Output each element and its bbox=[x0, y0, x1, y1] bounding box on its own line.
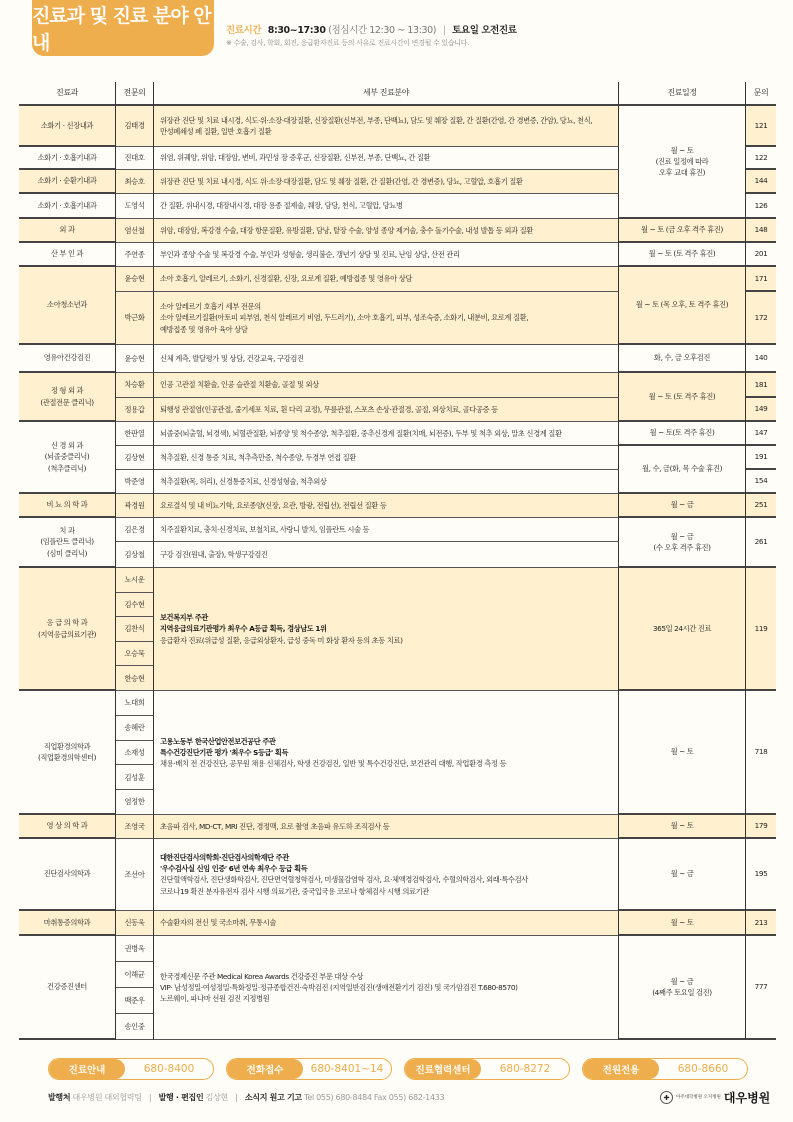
detail-line: 초음파 검사, MD-CT, MRI 진단, 경정맥, 요로 촬영 초음파 유도하 조직검사 등 bbox=[160, 821, 390, 831]
doctor-name: 김태경 bbox=[116, 106, 154, 147]
department-name: 외 과 bbox=[19, 219, 116, 243]
detail-line: 채용·배치 전 건강진단, 공무원 채용 신체검사, 학생 건강검진, 일반 및 특수건강진단, 보건관리 대행, 작업환경 측정 등 bbox=[160, 759, 507, 768]
detail-line: 위암, 대장암, 복강경 수술, 대장 항문질환, 유방질환, 담낭, 탈장 수술, 양성 종양 제거술, 충수 돌기수술, 내성 발톱 등 외과 질환 bbox=[160, 225, 533, 235]
doctor-name: 김상철 bbox=[116, 542, 154, 568]
logo-subtitle: 아주대학병원 오지병원 bbox=[676, 1094, 721, 1100]
fax: Fax 055) 682-1433 bbox=[373, 1093, 445, 1102]
schedule: 월 ~ 토 (토 격주 휴진) bbox=[619, 373, 746, 422]
detail-line: VIP· 남성정밀·여성정밀·특화정밀·정규종합건진·숙박검진 (지역일반검진(생애전환기기 검진) 및 국가암검진 T.680-8570) bbox=[160, 982, 518, 992]
page-title: 진료과 및 진료 분야 안내 bbox=[32, 0, 214, 56]
schedule: 월 ~ 금 (수 오후 격주 휴진) bbox=[619, 518, 746, 568]
department-name: 치 과 (임플란트 클리닉) (심미 클리닉) bbox=[19, 518, 116, 568]
extension-number: 121 bbox=[746, 106, 776, 147]
treatment-details bbox=[154, 839, 619, 911]
detail-highlight: 지역응급의료기관평가 최우수 A등급 획득, 경상남도 1위 bbox=[160, 624, 327, 634]
contact-label: 전화접수 bbox=[227, 1059, 303, 1079]
detail-line: 코로나19 확진 분자유전자 검사 시행 의료기관, 중국입국용 코로나 항체검사 시행 의료기관 bbox=[160, 886, 429, 896]
doctor-name: 권병욱 bbox=[116, 936, 154, 962]
detail-line: 소아 알레르기 호흡기 세부 전문의 bbox=[160, 302, 261, 312]
treatment-details bbox=[154, 936, 619, 1040]
department-name: 산 부 인 과 bbox=[19, 243, 116, 267]
detail-line: 인공 고관절 치환술, 인공 슬관절 치환술, 골절 및 외상 bbox=[160, 380, 319, 390]
doctor-name: 소재성 bbox=[116, 741, 154, 766]
detail-line: 한국경제신문 주관 Medical Korea Awards 건강증진 부문 대상 수상 bbox=[160, 971, 363, 981]
contact-cooperation-center[interactable] bbox=[404, 1058, 570, 1080]
department-name: 소화기 · 호흡기내과 bbox=[19, 147, 116, 170]
doctor-name: 진대호 bbox=[116, 147, 154, 170]
doctor-name: 조영국 bbox=[116, 815, 154, 839]
detail-line: 치주질환치료, 충치·신경치료, 보철치료, 사랑니 발치, 임플란트 시술 등 bbox=[160, 524, 370, 534]
treatment-details bbox=[154, 422, 619, 446]
schedule: 월 ~ 토 (금 오후 격주 휴진) bbox=[619, 219, 746, 243]
column-header: 진료일정 bbox=[619, 82, 746, 106]
doctor-name: 송혜란 bbox=[116, 716, 154, 741]
schedule: 월 ~ 토 (진료 일정에 따라 오후 교대 휴진) bbox=[619, 106, 746, 219]
doctor-name: 이해균 bbox=[116, 962, 154, 988]
doctor-name: 김상현 bbox=[116, 446, 154, 470]
extension-number: 179 bbox=[746, 815, 776, 839]
treatment-details bbox=[154, 147, 619, 170]
doctor-name: 주연종 bbox=[116, 243, 154, 267]
doctor-name: 오승묵 bbox=[116, 642, 154, 667]
extension-number: 171 bbox=[746, 267, 776, 292]
schedule: 월 ~ 금 (4째주 토요일 검진) bbox=[619, 936, 746, 1040]
detail-line: 예방접종 및 영유아 육아 상담 bbox=[160, 324, 248, 334]
treatment-details bbox=[154, 194, 619, 219]
treatment-details bbox=[154, 267, 619, 292]
contact-number: 680-8660 bbox=[677, 1063, 729, 1075]
department-name: 비 뇨 의 학 과 bbox=[19, 494, 116, 518]
detail-highlight: 보건복지부 주관 bbox=[160, 613, 208, 623]
detail-line: 수술환자의 전신 및 국소마취, 무통시술 bbox=[160, 918, 276, 928]
schedule: 월 ~ 금 bbox=[619, 839, 746, 911]
extension-number: 122 bbox=[746, 147, 776, 170]
detail-line: 척추질환, 신경 통증 치료, 척추측만증, 척수종양, 두경부 연접 질환 bbox=[160, 452, 356, 462]
doctor-name: 김성훈 bbox=[116, 765, 154, 790]
doctor-name: 노대희 bbox=[116, 691, 154, 716]
detail-line: 뇌졸중(뇌출혈, 뇌경색), 뇌혈관질환, 뇌종양 및 척수종양, 척추질환, 중추신경계 질환(치매, 뇌전증), 두부 및 척추 외상, 말초 신경계 질환 bbox=[160, 428, 562, 438]
treatment-details bbox=[154, 911, 619, 936]
treatment-details bbox=[154, 470, 619, 494]
treatment-details bbox=[154, 568, 619, 691]
footer-credits: 발행처 대우병원 대외협력팀 | 발행 · 편집인 김상현 | 소식지 원고 기고 Tel 055) 680-8484 Fax 055) 682-1433 bbox=[48, 1093, 445, 1102]
extension-number: 777 bbox=[746, 936, 776, 1040]
hours-label: 진료시간 bbox=[226, 25, 262, 36]
detail-highlight: '우수검사실 신임 인증' 6년 연속 최우수 등급 획득 bbox=[160, 864, 308, 874]
department-name: 직업환경의학과 (직업환경의학센터) bbox=[19, 691, 116, 815]
schedule: 월 ~ 토 bbox=[619, 911, 746, 936]
detail-line: 척추질환(목, 허리), 신경통증치료, 신경성형술, 척추외상 bbox=[160, 476, 327, 486]
treatment-details bbox=[154, 106, 619, 147]
clinic-hours bbox=[226, 22, 517, 36]
editor-label: 발행 · 편집인 bbox=[158, 1093, 204, 1102]
treatment-details bbox=[154, 518, 619, 542]
schedule: 365일 24시간 진료 bbox=[619, 568, 746, 691]
treatment-details bbox=[154, 170, 619, 194]
publisher: 대우병원 대외협력팀 bbox=[72, 1093, 142, 1102]
lunch-time: (점심시간 12:30 ~ 13:30) bbox=[328, 25, 437, 36]
doctor-name: 김찬식 bbox=[116, 617, 154, 642]
treatment-details bbox=[154, 219, 619, 243]
detail-line: 위장관 진단 및 치료 내시경, 식도 위·소장·대장질환, 담도 및 췌장 질환, 간 질환(간염, 간 경변증), 당뇨, 고혈압, 호흡기 질환 bbox=[160, 176, 523, 186]
doctor-name: 박준영 bbox=[116, 470, 154, 494]
department-name: 정 형 외 과 (관절전문 클리닉) bbox=[19, 373, 116, 422]
detail-line: 만성폐쇄성 폐 질환, 일반 호흡기 질환 bbox=[160, 127, 272, 136]
extension-number: 191 bbox=[746, 446, 776, 470]
doctor-name: 염선철 bbox=[116, 219, 154, 243]
detail-line: 위장관 진단 및 치료 내시경, 식도·위·소장·대장질환, 신장질환(신부전, 부종, 단백뇨), 담도 및 췌장 질환, 간 질환(간염, 간 경변증, 간암), 당뇨, 천식, bbox=[160, 115, 593, 125]
doctor-name: 김수현 bbox=[116, 593, 154, 618]
detail-line: 부인과 종양 수술 및 복강경 수술, 부인과 성형술, 생리불순, 갱년기 상담 및 진료, 난임 상담, 산전 관리 bbox=[160, 249, 460, 259]
contact-pills bbox=[48, 1058, 748, 1080]
column-header: 세부 진료분야 bbox=[154, 82, 619, 106]
treatment-details bbox=[154, 398, 619, 422]
contact-transfer[interactable] bbox=[582, 1058, 748, 1080]
separator: | bbox=[442, 25, 446, 36]
contact-label: 진료안내 bbox=[49, 1059, 125, 1079]
schedule: 월 ~ 토 bbox=[619, 691, 746, 815]
department-name: 마취통증의학과 bbox=[19, 911, 116, 936]
detail-line: 신체 계측, 발달평가 및 상담, 건강교육, 구강검진 bbox=[160, 353, 304, 363]
extension-number: 261 bbox=[746, 518, 776, 568]
schedule: 월 ~ 토 (토 격주 휴진) bbox=[619, 243, 746, 267]
treatment-details bbox=[154, 345, 619, 373]
department-name: 영 상 의 학 과 bbox=[19, 815, 116, 839]
detail-line: 응급환자 진료(위급성 질환, 응급외상환자, 급성 중독 미 화상 환자 등의 초동 치료) bbox=[160, 635, 403, 645]
doctor-name: 조선아 bbox=[116, 839, 154, 911]
detail-highlight: 특수건강진단기관 평가 '최우수 S등급' 획득 bbox=[160, 747, 289, 757]
contact-label: 전원전용 bbox=[583, 1059, 659, 1079]
treatment-details bbox=[154, 691, 619, 815]
treatment-details bbox=[154, 243, 619, 267]
doctor-name: 송인중 bbox=[116, 1014, 154, 1040]
doctor-name: 차승환 bbox=[116, 373, 154, 398]
treatment-details bbox=[154, 815, 619, 839]
department-name: 소화기 · 순환기내과 bbox=[19, 170, 116, 194]
contact-phone-reception[interactable] bbox=[226, 1058, 392, 1080]
contribution-label: 소식지 원고 기고 bbox=[244, 1093, 302, 1102]
doctor-name: 백준우 bbox=[116, 988, 154, 1014]
department-name: 응 급 의 학 과 (지역응급의료기관) bbox=[19, 568, 116, 691]
treatment-details bbox=[154, 292, 619, 345]
doctor-name: 노시운 bbox=[116, 568, 154, 593]
detail-line: 간 질환, 위내시경, 대장내시경, 대장 용종 절제술, 췌장, 담당, 천식, 고혈압, 당뇨병 bbox=[160, 201, 403, 211]
contact-number: 680-8401~14 bbox=[310, 1063, 384, 1075]
extension-number: 140 bbox=[746, 345, 776, 373]
logo-name: 대우병원 bbox=[723, 1091, 771, 1105]
extension-number: 181 bbox=[746, 373, 776, 398]
doctor-name: 곽경원 bbox=[116, 494, 154, 518]
treatment-details bbox=[154, 542, 619, 568]
extension-number: 251 bbox=[746, 494, 776, 518]
department-name: 소화기 · 신장내과 bbox=[19, 106, 116, 147]
detail-line: 퇴행성 관절염(인공관절, 줄기세포 치료, 휜 다리 교정), 무릎관절, 스포츠 손상·관절경, 골절, 외상치료, 골다공증 등 bbox=[160, 404, 498, 414]
contact-number: 680-8272 bbox=[499, 1063, 551, 1075]
schedule: 월, 수, 금(화, 목 수술 휴진) bbox=[619, 446, 746, 494]
treatment-details bbox=[154, 494, 619, 518]
doctor-name: 윤승현 bbox=[116, 345, 154, 373]
extension-number: 213 bbox=[746, 911, 776, 936]
detail-line: 구강 검진(원내, 출장), 학생구강검진 bbox=[160, 549, 268, 559]
detail-highlight: 고용노동부 한국산업안전보건공단 주관 bbox=[160, 736, 276, 746]
department-name: 건강증진센터 bbox=[19, 936, 116, 1040]
doctor-name: 윤승현 bbox=[116, 267, 154, 292]
saturday-hours: 토요일 오전진료 bbox=[452, 25, 517, 36]
schedule: 월 ~ 토 (목 오후, 토 격주 휴진) bbox=[619, 267, 746, 345]
extension-number: 144 bbox=[746, 170, 776, 194]
hospital-logo bbox=[660, 1089, 770, 1106]
department-name: 진단검사의학과 bbox=[19, 839, 116, 911]
editor: 김상현 bbox=[205, 1093, 228, 1102]
hours-time: 8:30~17:30 bbox=[267, 25, 326, 36]
treatment-details bbox=[154, 373, 619, 398]
column-header: 문의 bbox=[746, 82, 776, 106]
column-header: 전문의 bbox=[116, 82, 154, 106]
extension-number: 195 bbox=[746, 839, 776, 911]
detail-highlight: 대한진단검사의학회·진단검사의학재단 주관 bbox=[160, 853, 289, 863]
extension-number: 201 bbox=[746, 243, 776, 267]
doctor-name: 도영석 bbox=[116, 194, 154, 219]
department-table bbox=[19, 82, 776, 1042]
extension-number: 119 bbox=[746, 568, 776, 691]
emblem-icon: ✚ bbox=[660, 1091, 673, 1104]
detail-line: 진단혈액학검사, 진단생화학검사, 진단면역혈청학검사, 미생물감염학 검사, 요·체액경검학검사, 수혈의학검사, 외래·특수검사 bbox=[160, 875, 528, 885]
schedule: 월 ~ 금 bbox=[619, 494, 746, 518]
detail-line: 노르웨이, 파나마 선원 검진 지정병원 bbox=[160, 994, 270, 1004]
doctor-name: 한판열 bbox=[116, 422, 154, 446]
doctor-name: 김은경 bbox=[116, 518, 154, 542]
tel: Tel 055) 680-8484 bbox=[304, 1093, 372, 1102]
schedule: 월 ~ 토(토 격주 휴진) bbox=[619, 422, 746, 446]
detail-line: 소아 알레르기질환(아토피 피부염, 천식 알레르기 비염, 두드러기), 소아 호흡기, 피부, 성조숙증, 소화기, 내분비, 요로계 질환, bbox=[160, 313, 529, 323]
contact-number: 680-8400 bbox=[143, 1063, 195, 1075]
doctor-name: 정용갑 bbox=[116, 398, 154, 422]
doctor-name: 염정한 bbox=[116, 790, 154, 815]
extension-number: 148 bbox=[746, 219, 776, 243]
schedule: 화, 수, 금 오후검진 bbox=[619, 345, 746, 373]
contact-info-desk[interactable] bbox=[48, 1058, 214, 1080]
extension-number: 149 bbox=[746, 398, 776, 422]
doctor-name: 박근화 bbox=[116, 292, 154, 345]
department-name: 신 경 외 과 (뇌졸중클리닉) (척추클리닉) bbox=[19, 422, 116, 494]
extension-number: 154 bbox=[746, 470, 776, 494]
publisher-label: 발행처 bbox=[48, 1093, 71, 1102]
department-name: 소아청소년과 bbox=[19, 267, 116, 345]
department-name: 영유아건강검진 bbox=[19, 345, 116, 373]
detail-line: 요로결석 및 내 비뇨기학, 요로종양(신장, 요관, 방광, 전립선), 전립선 질환 등 bbox=[160, 500, 387, 510]
detail-line: 위염, 위궤양, 위암, 대장암, 변비, 과민성 장 증후군, 신장질환, 신부전, 부종, 단백뇨, 간 질환 bbox=[160, 153, 431, 163]
doctor-name: 한승현 bbox=[116, 666, 154, 691]
treatment-details bbox=[154, 446, 619, 470]
doctor-name: 신동욱 bbox=[116, 911, 154, 936]
doctor-name: 최승호 bbox=[116, 170, 154, 194]
extension-number: 718 bbox=[746, 691, 776, 815]
column-header: 진료과 bbox=[19, 82, 116, 106]
extension-number: 147 bbox=[746, 422, 776, 446]
extension-number: 126 bbox=[746, 194, 776, 219]
schedule: 월 ~ 토 bbox=[619, 815, 746, 839]
extension-number: 172 bbox=[746, 292, 776, 345]
contact-label: 진료협력센터 bbox=[405, 1059, 481, 1079]
detail-line: 소아 호흡기, 알레르기, 소화기, 신경질환, 신장, 요로계 질환, 예방접종 및 영유아 상담 bbox=[160, 274, 413, 284]
department-name: 소화기 · 호흡기내과 bbox=[19, 194, 116, 219]
hours-notice: ※ 수술, 검사, 학회, 회진, 응급환자진료 등의 사유로 진료시간이 변경될 수 있습니다. bbox=[226, 39, 470, 47]
